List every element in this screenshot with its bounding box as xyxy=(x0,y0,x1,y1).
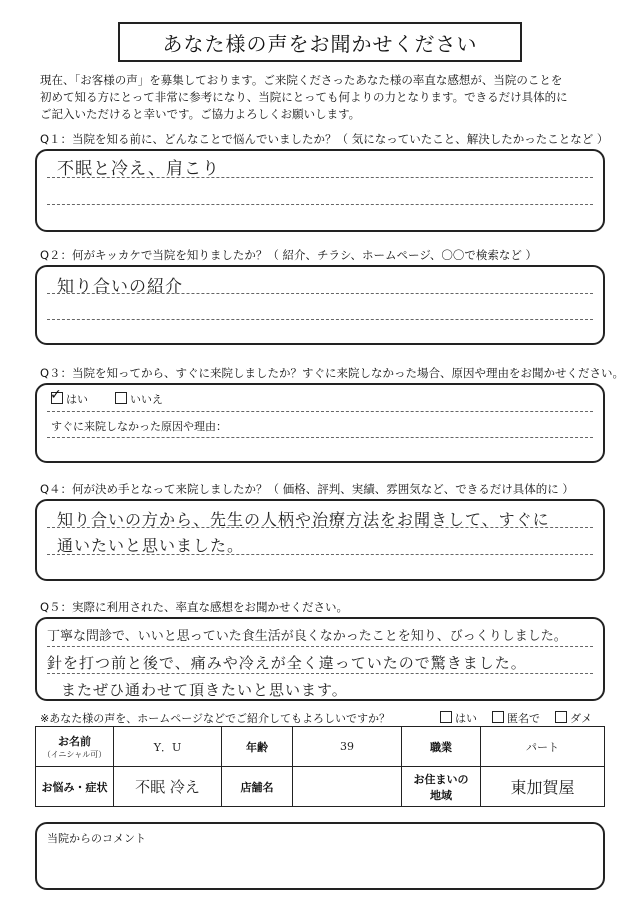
q1-label: Q１：当院を知る前に、どんなことで悩んでいましたか？（ 気になっていたこと、解決したかったことなど ） xyxy=(40,132,609,146)
name-field[interactable]: Y．U xyxy=(114,727,222,767)
name-label-cell xyxy=(36,727,114,767)
q3-yes-checkbox[interactable] xyxy=(50,387,63,404)
q2-answer: 知り合いの紹介 xyxy=(57,277,183,297)
intro-text xyxy=(40,72,620,123)
page-title: あなた様の声をお聞かせください xyxy=(118,22,522,62)
q5-answer-box[interactable] xyxy=(35,617,605,701)
job-label: 職業 xyxy=(402,727,481,767)
q1-answer-box[interactable] xyxy=(35,149,605,232)
q3-reason-label: すぐに来院しなかった原因や理由： xyxy=(51,420,227,433)
consent-options xyxy=(440,710,592,726)
q3-label: Q３：当院を知ってから、すぐに来院しましたか？すぐに来院しなかった場合、原因や理由をお聞かせください。 xyxy=(40,366,625,380)
comment-box[interactable] xyxy=(35,822,605,890)
comment-label: 当院からのコメント xyxy=(47,832,146,845)
intro-line: ご記入いただけると幸いです。ご協力よろしくお願いします。 xyxy=(40,107,361,121)
consent-anonymous-checkbox[interactable] xyxy=(492,711,504,723)
q5-answer-line: 丁寧な問診で、いいと思っていた食生活が良くなかったことを知り、びっくりしました。 xyxy=(47,629,567,644)
consent-yes-checkbox[interactable] xyxy=(440,711,452,723)
consent-anonymous-label: 匿名で xyxy=(507,712,540,725)
consent-label: ※あなた様の声を、ホームページなどでご紹介してもよろしいですか？ xyxy=(40,712,390,725)
store-field[interactable] xyxy=(293,767,402,807)
area-label-line: 地域 xyxy=(430,788,452,802)
check-mark-icon: ✓ xyxy=(50,387,62,403)
info-table xyxy=(35,726,605,807)
q4-answer-box[interactable] xyxy=(35,499,605,581)
q2-label: Q２：何がキッカケで当院を知りましたか？（ 紹介、チラシ、ホームページ、〇〇で検索など ） xyxy=(40,248,538,262)
symptom-field[interactable]: 不眠 冷え xyxy=(114,767,222,807)
job-field[interactable]: パート xyxy=(481,727,605,767)
q3-no-checkbox[interactable] xyxy=(115,392,127,404)
q3-options xyxy=(50,387,163,407)
q3-yes-label: はい xyxy=(66,393,88,406)
q3-answer-box[interactable] xyxy=(35,383,605,463)
symptom-label: お悩み・症状 xyxy=(36,767,114,807)
age-field[interactable]: 39 xyxy=(293,727,402,767)
age-label: 年齢 xyxy=(222,727,293,767)
store-label: 店舗名 xyxy=(222,767,293,807)
q4-answer-line: 通いたいと思いました。 xyxy=(57,536,245,555)
intro-line: 現在、「お客様の声」を募集しております。ご来院くださったあなた様の率直な感想が、当院のことを xyxy=(40,73,563,87)
consent-no-label: ダメ xyxy=(570,712,592,725)
q3-no-label: いいえ xyxy=(130,393,163,406)
name-sub-label: （イニシャル可） xyxy=(42,750,107,759)
consent-yes-label: はい xyxy=(455,712,477,725)
area-field[interactable]: 東加賀屋 xyxy=(481,767,605,807)
q1-answer: 不眠と冷え、肩こり xyxy=(57,159,221,179)
area-label-line: お住まいの xyxy=(413,772,469,786)
intro-line: 初めて知る方にとって非常に参考になり、当院にとっても何よりの力となります。できるだけ具体的に xyxy=(40,90,568,104)
name-label: お名前 xyxy=(58,735,91,748)
q5-label: Q５：実際に利用された、率直な感想をお聞かせください。 xyxy=(40,600,349,614)
q4-answer-line: 知り合いの方から、先生の人柄や治療方法をお聞きして、すぐに xyxy=(57,510,550,529)
q5-answer-line: 針を打つ前と後で、痛みや冷えが全く違っていたので驚きました。 xyxy=(47,654,527,672)
q4-label: Q４：何が決め手となって来院しましたか？（ 価格、評判、実績、雰囲気など、できるだけ具体的に ） xyxy=(40,482,574,496)
consent-no-checkbox[interactable] xyxy=(555,711,567,723)
area-label-cell xyxy=(402,767,481,807)
q5-answer-line: またぜひ通わせて頂きたいと思います。 xyxy=(61,681,348,699)
q2-answer-box[interactable] xyxy=(35,265,605,345)
